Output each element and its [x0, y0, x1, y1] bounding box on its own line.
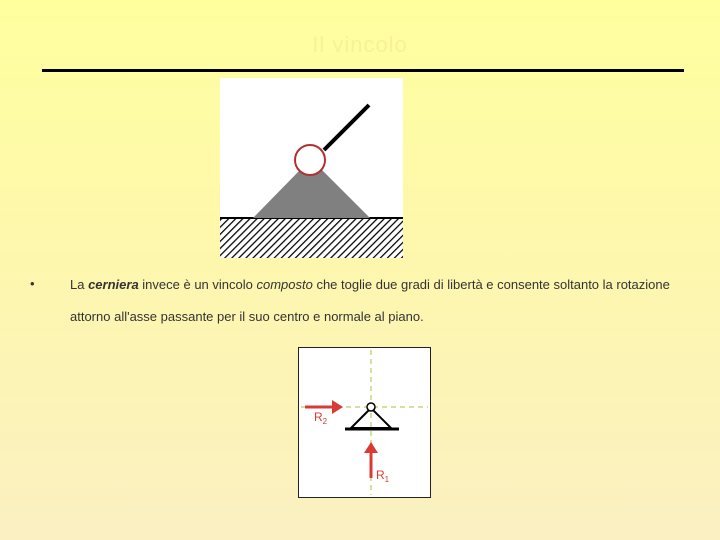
arrow-r1-head: [364, 442, 378, 453]
support-triangle: [253, 170, 370, 218]
ground-hatch: [220, 218, 403, 258]
hinge-circle: [295, 145, 325, 175]
slide-title: Il vincolo: [312, 32, 408, 57]
body-paragraph: [70, 269, 690, 333]
label-r1: $R_1$: [376, 468, 390, 484]
para-text-1: La: [70, 277, 89, 292]
hinge-reactions-figure: [298, 347, 431, 498]
para-text-2: invece è un vincolo: [138, 277, 257, 292]
arrow-r2-head: [332, 400, 343, 414]
term-composto: composto: [256, 277, 313, 292]
title-rule: [42, 69, 684, 72]
bullet-marker: •: [30, 276, 35, 291]
hinge-support-figure: [220, 78, 403, 258]
term-cerniera: cerniera: [88, 277, 139, 292]
bar: [324, 105, 369, 150]
hinge-pin: [367, 403, 375, 411]
para-text-3: che toglie due gradi di libertà e consente soltanto la rotazione attorno all'asse passante per il suo centro e normale al piano.: [70, 277, 670, 324]
label-r2: $R_2$: [314, 410, 328, 426]
